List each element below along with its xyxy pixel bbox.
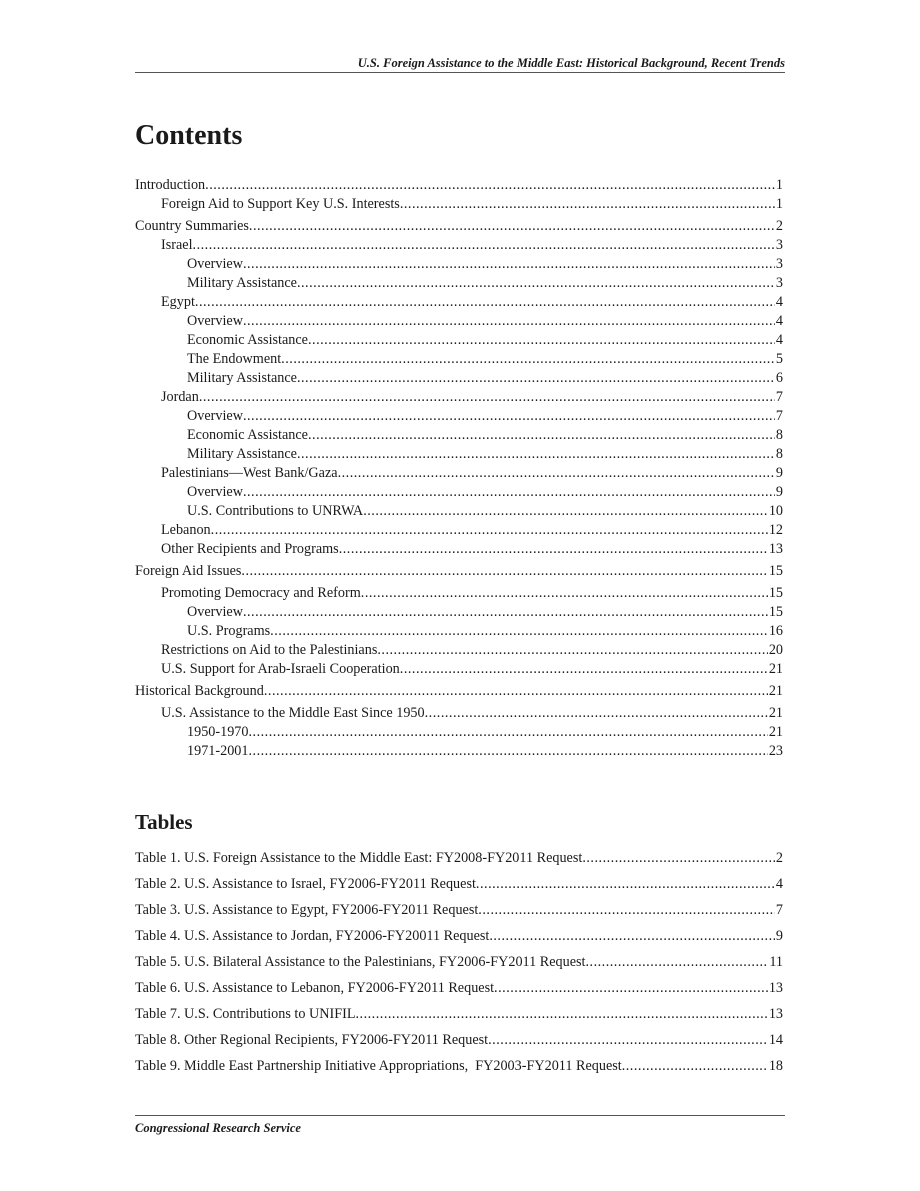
dot-leader bbox=[270, 622, 768, 641]
dot-leader bbox=[338, 464, 775, 483]
toc-page-number: 4 bbox=[775, 294, 783, 310]
toc-entry-text: Lebanon bbox=[161, 522, 211, 538]
dot-leader bbox=[308, 331, 775, 350]
table-entry[interactable] bbox=[135, 952, 783, 978]
table-entry-text: Table 3. U.S. Assistance to Egypt, FY2006-FY2011 Request bbox=[135, 902, 479, 918]
toc-entry-text: Historical Background bbox=[135, 683, 264, 699]
toc-page-number: 9 bbox=[775, 465, 783, 481]
toc-page-number: 13 bbox=[768, 541, 783, 557]
table-page-number: 11 bbox=[769, 954, 783, 970]
toc-entry-text: Other Recipients and Programs bbox=[161, 541, 339, 557]
toc-entry[interactable] bbox=[135, 388, 783, 407]
dot-leader bbox=[488, 1030, 768, 1050]
toc-page-number: 21 bbox=[768, 661, 783, 677]
toc-page-number: 8 bbox=[775, 427, 783, 443]
toc-entry-text: Country Summaries bbox=[135, 218, 249, 234]
dot-leader bbox=[199, 388, 775, 407]
toc-entry[interactable] bbox=[135, 502, 783, 521]
dot-leader bbox=[361, 584, 768, 603]
table-entry[interactable] bbox=[135, 1030, 783, 1056]
table-entry-text: Table 4. U.S. Assistance to Jordan, FY2006-FY20011 Request bbox=[135, 928, 490, 944]
list-of-tables bbox=[135, 848, 783, 1082]
toc-entry-text: U.S. Assistance to the Middle East Since 1950 bbox=[161, 705, 425, 721]
toc-entry-text: Restrictions on Aid to the Palestinians bbox=[161, 642, 378, 658]
toc-entry[interactable] bbox=[135, 426, 783, 445]
toc-entry[interactable] bbox=[135, 176, 783, 195]
toc-entry[interactable] bbox=[135, 603, 783, 622]
toc-entry-text: Foreign Aid to Support Key U.S. Interests bbox=[161, 196, 400, 212]
toc-entry-text: 1971-2001 bbox=[187, 743, 249, 759]
toc-page-number: 3 bbox=[775, 275, 783, 291]
toc-entry-text: Military Assistance bbox=[187, 275, 297, 291]
table-entry-text: Table 6. U.S. Assistance to Lebanon, FY2006-FY2011 Request bbox=[135, 980, 495, 996]
table-entry-text: Table 1. U.S. Foreign Assistance to the Middle East: FY2008-FY2011 Request bbox=[135, 850, 583, 866]
dot-leader bbox=[476, 874, 775, 894]
footer-publisher: Congressional Research Service bbox=[135, 1121, 301, 1135]
toc-page-number: 5 bbox=[775, 351, 783, 367]
table-entry[interactable] bbox=[135, 926, 783, 952]
dot-leader bbox=[264, 682, 768, 701]
running-header: U.S. Foreign Assistance to the Middle East: Historical Background, Recent Trends bbox=[357, 56, 785, 70]
dot-leader bbox=[377, 641, 767, 660]
toc-entry-text: U.S. Support for Arab-Israeli Cooperation bbox=[161, 661, 400, 677]
dot-leader bbox=[339, 540, 768, 559]
toc-entry[interactable] bbox=[135, 312, 783, 331]
toc-entry[interactable] bbox=[135, 350, 783, 369]
table-page-number: 9 bbox=[775, 928, 783, 944]
toc-page-number: 21 bbox=[768, 724, 783, 740]
table-entry-text: Table 2. U.S. Assistance to Israel, FY2006-FY2011 Request bbox=[135, 876, 476, 892]
dot-leader bbox=[249, 217, 775, 236]
toc-entry[interactable] bbox=[135, 407, 783, 426]
toc-entry-text: Overview bbox=[187, 408, 243, 424]
table-entry-text: Table 9. Middle East Partnership Initiative Appropriations, FY2003-FY2011 Request bbox=[135, 1058, 622, 1074]
toc-entry-text: U.S. Contributions to UNRWA bbox=[187, 503, 364, 519]
toc-page-number: 1 bbox=[775, 196, 783, 212]
dot-leader bbox=[243, 407, 775, 426]
toc-entry[interactable] bbox=[135, 660, 783, 679]
toc-page-number: 16 bbox=[768, 623, 783, 639]
dot-leader bbox=[243, 312, 775, 331]
toc-entry[interactable] bbox=[135, 622, 783, 641]
toc-page-number: 4 bbox=[775, 332, 783, 348]
dot-leader bbox=[205, 176, 775, 195]
toc-entry[interactable] bbox=[135, 641, 783, 660]
toc-page-number: 15 bbox=[768, 585, 783, 601]
table-entry[interactable] bbox=[135, 900, 783, 926]
toc-entry-text: Overview bbox=[187, 604, 243, 620]
table-entry[interactable] bbox=[135, 978, 783, 1004]
toc-entry-text: The Endowment bbox=[187, 351, 282, 367]
contents-title: Contents bbox=[135, 120, 243, 151]
toc-page-number: 9 bbox=[775, 484, 783, 500]
toc-entry[interactable] bbox=[135, 293, 783, 312]
table-entry[interactable] bbox=[135, 1056, 783, 1082]
toc-entry-text: Introduction bbox=[135, 177, 206, 193]
toc-entry[interactable] bbox=[135, 369, 783, 388]
table-page-number: 14 bbox=[768, 1032, 783, 1048]
toc-entry[interactable] bbox=[135, 723, 783, 742]
toc-page-number: 7 bbox=[775, 408, 783, 424]
dot-leader bbox=[478, 900, 775, 920]
toc-entry[interactable] bbox=[135, 584, 783, 603]
toc-entry[interactable] bbox=[135, 236, 783, 255]
toc-entry-text: Israel bbox=[161, 237, 193, 253]
table-entry[interactable] bbox=[135, 848, 783, 874]
toc-entry[interactable] bbox=[135, 445, 783, 464]
dot-leader bbox=[248, 742, 767, 761]
toc-entry[interactable] bbox=[135, 682, 783, 701]
toc-entry[interactable] bbox=[135, 274, 783, 293]
toc-entry[interactable] bbox=[135, 742, 783, 761]
toc-page-number: 3 bbox=[775, 237, 783, 253]
table-page-number: 2 bbox=[775, 850, 783, 866]
toc-entry[interactable] bbox=[135, 521, 783, 540]
toc-entry-text: Overview bbox=[187, 256, 243, 272]
table-page-number: 13 bbox=[768, 980, 783, 996]
toc-page-number: 15 bbox=[768, 604, 783, 620]
toc-entry-text: Overview bbox=[187, 313, 243, 329]
dot-leader bbox=[425, 704, 768, 723]
toc-entry[interactable] bbox=[135, 255, 783, 274]
toc-entry[interactable] bbox=[135, 195, 783, 214]
toc-entry[interactable] bbox=[135, 704, 783, 723]
toc-page-number: 12 bbox=[768, 522, 783, 538]
dot-leader bbox=[281, 350, 775, 369]
toc-entry-text: Economic Assistance bbox=[187, 332, 308, 348]
toc-page-number: 3 bbox=[775, 256, 783, 272]
dot-leader bbox=[243, 603, 768, 622]
dot-leader bbox=[400, 660, 768, 679]
header-rule bbox=[135, 72, 785, 73]
table-entry[interactable] bbox=[135, 1004, 783, 1030]
toc-page-number: 4 bbox=[775, 313, 783, 329]
toc-page-number: 10 bbox=[768, 503, 783, 519]
toc-entry-text: Military Assistance bbox=[187, 446, 297, 462]
dot-leader bbox=[585, 952, 768, 972]
toc-entry[interactable] bbox=[135, 483, 783, 502]
dot-leader bbox=[243, 255, 775, 274]
toc-entry-text: 1950-1970 bbox=[187, 724, 249, 740]
toc-entry-text: Promoting Democracy and Reform bbox=[161, 585, 361, 601]
dot-leader bbox=[297, 274, 775, 293]
toc-page-number: 21 bbox=[768, 705, 783, 721]
dot-leader bbox=[308, 426, 775, 445]
dot-leader bbox=[582, 848, 775, 868]
toc-entry-text: Egypt bbox=[161, 294, 195, 310]
dot-leader bbox=[400, 195, 775, 214]
toc-page-number: 21 bbox=[768, 683, 783, 699]
toc-entry-text: Economic Assistance bbox=[187, 427, 308, 443]
table-entry-text: Table 8. Other Regional Recipients, FY2006-FY2011 Request bbox=[135, 1032, 489, 1048]
table-entry-text: Table 5. U.S. Bilateral Assistance to the Palestinians, FY2006-FY2011 Request bbox=[135, 954, 586, 970]
toc-entry[interactable] bbox=[135, 217, 783, 236]
table-page-number: 13 bbox=[768, 1006, 783, 1022]
toc-entry-text: Jordan bbox=[161, 389, 199, 405]
toc-entry[interactable] bbox=[135, 464, 783, 483]
toc-page-number: 7 bbox=[775, 389, 783, 405]
dot-leader bbox=[248, 723, 767, 742]
dot-leader bbox=[195, 293, 775, 312]
dot-leader bbox=[363, 502, 768, 521]
toc-page-number: 6 bbox=[775, 370, 783, 386]
table-page-number: 7 bbox=[775, 902, 783, 918]
toc-page-number: 15 bbox=[768, 563, 783, 579]
toc-entry-text: Overview bbox=[187, 484, 243, 500]
toc-entry[interactable] bbox=[135, 331, 783, 350]
dot-leader bbox=[297, 369, 775, 388]
toc-entry-text: Palestinians—West Bank/Gaza bbox=[161, 465, 338, 481]
toc-page-number: 2 bbox=[775, 218, 783, 234]
footer-rule bbox=[135, 1115, 785, 1116]
toc-page-number: 1 bbox=[775, 177, 783, 193]
toc-entry-text: U.S. Programs bbox=[187, 623, 271, 639]
toc-page-number: 8 bbox=[775, 446, 783, 462]
toc-entry-text: Military Assistance bbox=[187, 370, 297, 386]
dot-leader bbox=[494, 978, 768, 998]
table-of-contents bbox=[135, 176, 783, 761]
dot-leader bbox=[297, 445, 775, 464]
table-page-number: 4 bbox=[775, 876, 783, 892]
dot-leader bbox=[193, 236, 775, 255]
toc-entry[interactable] bbox=[135, 540, 783, 559]
toc-page-number: 23 bbox=[768, 743, 783, 759]
toc-entry[interactable] bbox=[135, 562, 783, 581]
toc-entry-text: Foreign Aid Issues bbox=[135, 563, 242, 579]
dot-leader bbox=[211, 521, 768, 540]
dot-leader bbox=[355, 1004, 767, 1024]
dot-leader bbox=[241, 562, 767, 581]
dot-leader bbox=[243, 483, 775, 502]
table-entry-text: Table 7. U.S. Contributions to UNIFIL bbox=[135, 1006, 356, 1022]
table-page-number: 18 bbox=[768, 1058, 783, 1074]
toc-page-number: 20 bbox=[768, 642, 783, 658]
dot-leader bbox=[622, 1056, 768, 1076]
table-entry[interactable] bbox=[135, 874, 783, 900]
tables-title: Tables bbox=[135, 810, 193, 834]
dot-leader bbox=[489, 926, 775, 946]
